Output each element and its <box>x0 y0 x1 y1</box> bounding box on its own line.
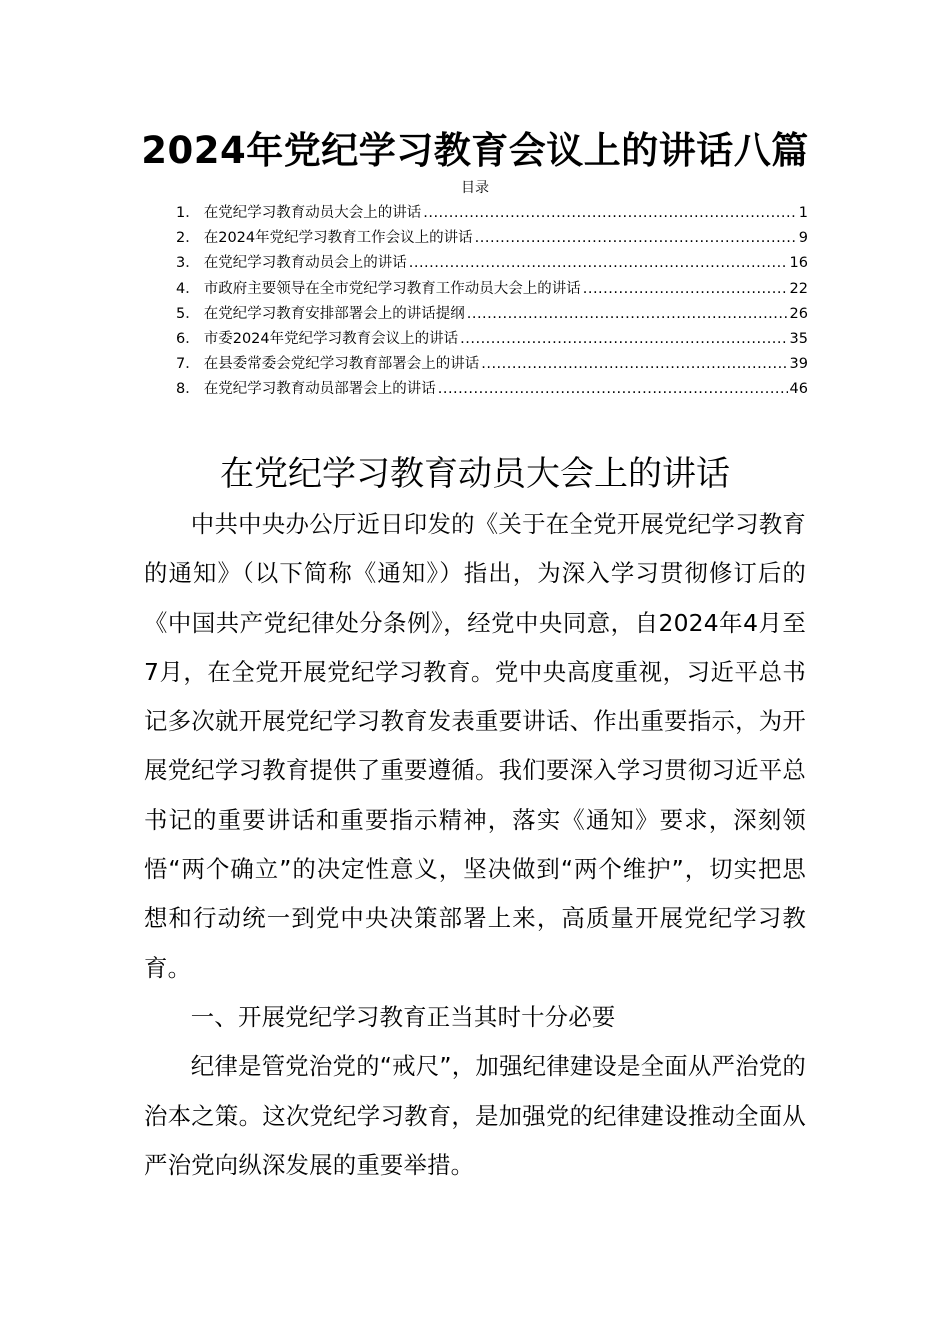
toc-item[interactable] <box>176 251 808 276</box>
document-title: 2024年党纪学习教育会议上的讲话八篇 <box>141 129 809 172</box>
toc-item-page: 26 <box>789 305 808 322</box>
toc-dot-leader <box>460 327 787 352</box>
toc-item[interactable] <box>176 377 808 402</box>
toc-item-number: 2． <box>176 230 200 247</box>
toc-dot-leader <box>583 277 788 302</box>
toc-item-number: 6． <box>176 330 200 347</box>
toc-dot-leader <box>467 302 788 327</box>
toc-dot-leader <box>475 226 797 251</box>
section-title: 在党纪学习教育动员大会上的讲话 <box>220 454 730 494</box>
document-body <box>144 500 806 1190</box>
toc-item-title: 市委2024年党纪学习教育会议上的讲话 <box>203 330 459 347</box>
toc-item-title: 在党纪学习教育动员会上的讲话 <box>203 255 407 272</box>
table-of-contents <box>176 201 808 403</box>
toc-item-title: 在县委常委会党纪学习教育部署会上的讲话 <box>203 356 480 373</box>
toc-item[interactable] <box>176 327 808 352</box>
toc-item-title: 在2024年党纪学习教育工作会议上的讲话 <box>203 230 473 247</box>
toc-dot-leader <box>409 251 788 276</box>
toc-item-title: 在党纪学习教育动员部署会上的讲话 <box>203 381 436 398</box>
toc-item-title: 在党纪学习教育安排部署会上的讲话提纲 <box>203 305 465 322</box>
toc-item[interactable] <box>176 352 808 377</box>
toc-item-page: 9 <box>798 230 808 247</box>
section-heading: 一、开展党纪学习教育正当其时十分必要 <box>190 1002 616 1031</box>
toc-item[interactable] <box>176 201 808 226</box>
toc-item-number: 5． <box>176 305 200 322</box>
toc-item-page: 16 <box>789 255 808 272</box>
toc-item-page: 35 <box>789 330 808 347</box>
toc-item-number: 1． <box>176 205 200 221</box>
toc-item-title: 市政府主要领导在全市党纪学习教育工作动员大会上的讲话 <box>203 280 581 297</box>
toc-dot-leader <box>423 201 797 226</box>
toc-item[interactable] <box>176 302 808 327</box>
body-paragraph: 纪律是管党治党的“戒尺”，加强纪律建设是全面从严治党的治本之策。这次党纪学习教育，是加强党的纪律建设推动全面从严治党向纵深发展的重要举措。 <box>144 1052 806 1179</box>
toc-item[interactable] <box>176 277 808 302</box>
toc-dot-leader <box>481 352 787 377</box>
toc-item-number: 3． <box>176 255 200 272</box>
toc-item-page: 39 <box>789 356 808 373</box>
toc-item-title: 在党纪学习教育动员大会上的讲话 <box>203 205 422 221</box>
toc-item-page: 22 <box>789 280 808 297</box>
toc-item-page: 1 <box>798 205 808 221</box>
toc-item-number: 8． <box>176 381 200 398</box>
toc-item-number: 4． <box>176 280 200 297</box>
toc-dot-leader <box>438 377 788 402</box>
body-paragraph: 中共中央办公厅近日印发的《关于在全党开展党纪学习教育的通知》（以下简称《通知》）指出，为深入学习贯彻修订后的《中国共产党纪律处分条例》，经党中央同意，自2024年4月至7月，在全党开展党纪学习教育。党中央高度重视，习近平总书记多次就开展党纪学习教育发表重要讲话、作出重要指示，为开展党纪学习教育提供了重要遵循。我们要深入学习贯彻习近平总书记的重要讲话和重要指示精神，落实《通知》要求，深刻领悟“两个确立”的决定性意义，坚决做到“两个维护”，切实把思想和行动统一到党中央决策部署上来，高质量开展党纪学习教育。 <box>144 510 806 982</box>
toc-heading: 目录 <box>461 180 489 196</box>
toc-item-page: 46 <box>789 381 808 398</box>
toc-item[interactable] <box>176 226 808 251</box>
toc-item-number: 7． <box>176 356 200 373</box>
